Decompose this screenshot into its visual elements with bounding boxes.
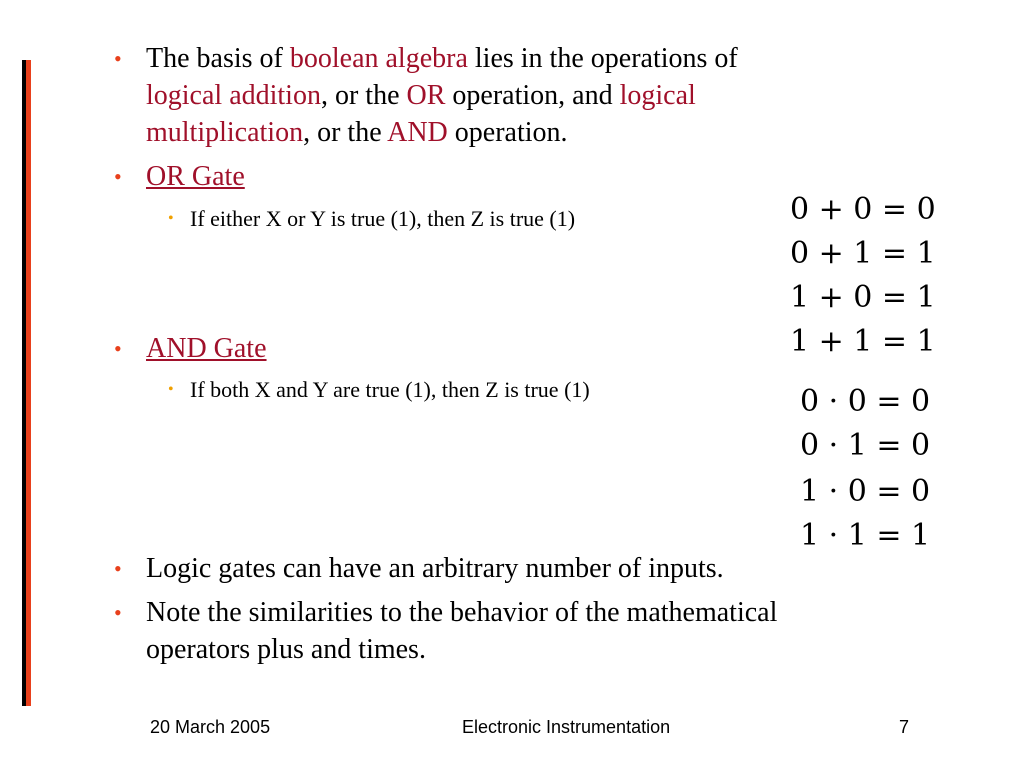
bullet-arbitrary-inputs: • Logic gates can have an arbitrary number of inputs.: [146, 550, 724, 587]
sub-bullet-dot-icon: •: [168, 381, 174, 398]
sub-bullet-dot-icon: •: [168, 210, 174, 227]
sub-bullet-and-gate: • If both X and Y are true (1), then Z is true (1): [168, 377, 590, 402]
or-equation: 0 + 0 = 0: [790, 192, 936, 227]
footer-date: 20 March 2005: [150, 717, 271, 737]
or-gate-link[interactable]: OR Gate: [146, 161, 245, 192]
term-boolean-algebra: boolean algebra: [289, 43, 468, 74]
bullet-dot-icon: •: [114, 600, 122, 625]
and-equation: 1 · 0 = 0: [800, 474, 931, 509]
bullet-dot-icon: •: [114, 336, 122, 361]
bullet-dot-icon: •: [114, 46, 122, 71]
term-multiplication: multiplication: [146, 117, 304, 148]
bullet-dot-icon: •: [114, 556, 122, 581]
left-accent-bar-red: [26, 60, 31, 706]
term-and: AND: [387, 117, 448, 148]
bullet-dot-icon: •: [114, 164, 122, 189]
term-logical-addition: logical addition: [146, 80, 321, 111]
and-equation: 0 · 1 = 0: [800, 428, 931, 463]
bullet-and-gate: [114, 330, 267, 367]
or-equation: 0 + 1 = 1: [790, 236, 936, 271]
sub-bullet-or-gate: • If either X or Y is true (1), then Z is true (1): [168, 206, 576, 231]
bullet-similarities: • Note the similarities to the behavior of the mathematical operators plus and times.: [146, 594, 966, 668]
footer-page-number: 7: [899, 717, 910, 737]
and-equation: 0 · 0 = 0: [800, 384, 931, 419]
and-gate-link[interactable]: AND Gate: [146, 333, 267, 364]
and-equation: 1 · 1 = 1: [800, 518, 931, 553]
or-equation: 1 + 0 = 1: [790, 280, 936, 315]
term-or: OR: [406, 80, 446, 111]
footer-title: Electronic Instrumentation: [462, 717, 671, 737]
bullet-boolean-basis: • The basis of boolean algebra lies in the operations of logical addition, or the OR operation, and logical multiplication, or the AND operation.: [146, 40, 966, 151]
or-equation: 1 + 1 = 1: [790, 324, 936, 359]
bullet-or-gate: [114, 158, 245, 195]
term-logical: logical: [619, 80, 696, 111]
